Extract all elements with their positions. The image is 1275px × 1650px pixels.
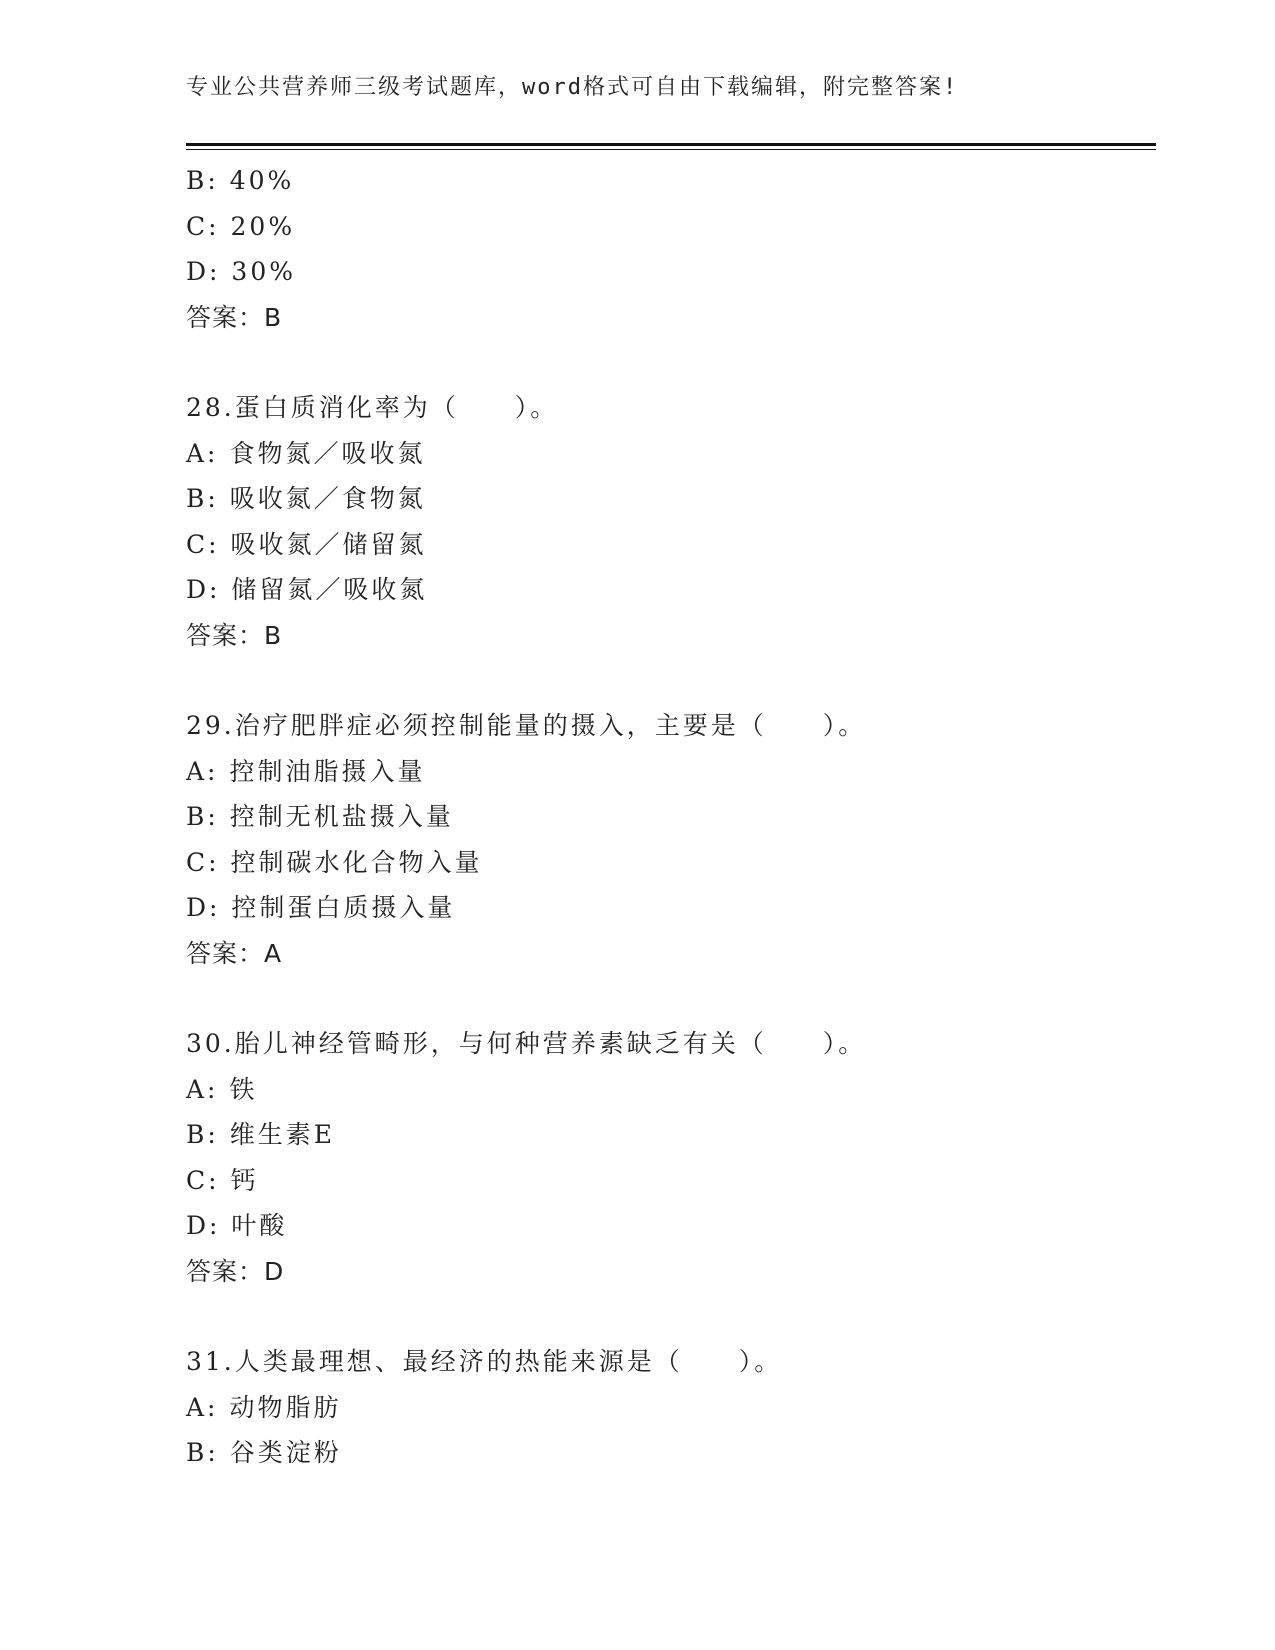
option-a: A: 控制油脂摄入量 <box>186 756 426 786</box>
option-b: B: 谷类淀粉 <box>186 1438 342 1467</box>
answer: 答案：B <box>186 302 283 332</box>
option-a: A: 动物脂肪 <box>186 1392 342 1422</box>
question-stem: 28.蛋白质消化率为（ ）。 <box>186 393 559 422</box>
option-d: D: 叶酸 <box>186 1211 288 1240</box>
option-b: B: 控制无机盐摄入量 <box>186 802 454 831</box>
question-stem: 29.治疗肥胖症必须控制能量的摄入，主要是（ ）。 <box>186 711 867 740</box>
option-c: C: 吸收氮／储留氮 <box>186 529 427 559</box>
header-rule-thick <box>186 143 1156 146</box>
answer: 答案：B <box>186 620 283 650</box>
answer: 答案：A <box>186 938 283 968</box>
answer: 答案：D <box>186 1256 285 1286</box>
question-content <box>186 158 1146 1476</box>
option-b: B: 40% <box>186 166 295 195</box>
option-a: A: 食物氮／吸收氮 <box>186 438 426 468</box>
option-b: B: 维生素E <box>186 1120 335 1149</box>
option-c: C: 控制碳水化合物入量 <box>186 847 483 877</box>
option-c: C: 钙 <box>186 1165 259 1195</box>
option-d: D: 30% <box>186 257 296 286</box>
option-d: D: 控制蛋白质摄入量 <box>186 893 456 922</box>
question-stem: 30.胎儿神经管畸形，与何种营养素缺乏有关（ ）。 <box>186 1029 867 1058</box>
option-c: C: 20% <box>186 211 296 241</box>
page-header: 专业公共营养师三级考试题库，word格式可自由下载编辑，附完整答案! <box>186 75 959 100</box>
question-stem: 31.人类最理想、最经济的热能来源是（ ）。 <box>186 1347 783 1376</box>
header-rule-thin <box>186 149 1156 150</box>
option-a: A: 铁 <box>186 1074 258 1104</box>
option-b: B: 吸收氮／食物氮 <box>186 484 426 513</box>
option-d: D: 储留氮／吸收氮 <box>186 575 428 604</box>
